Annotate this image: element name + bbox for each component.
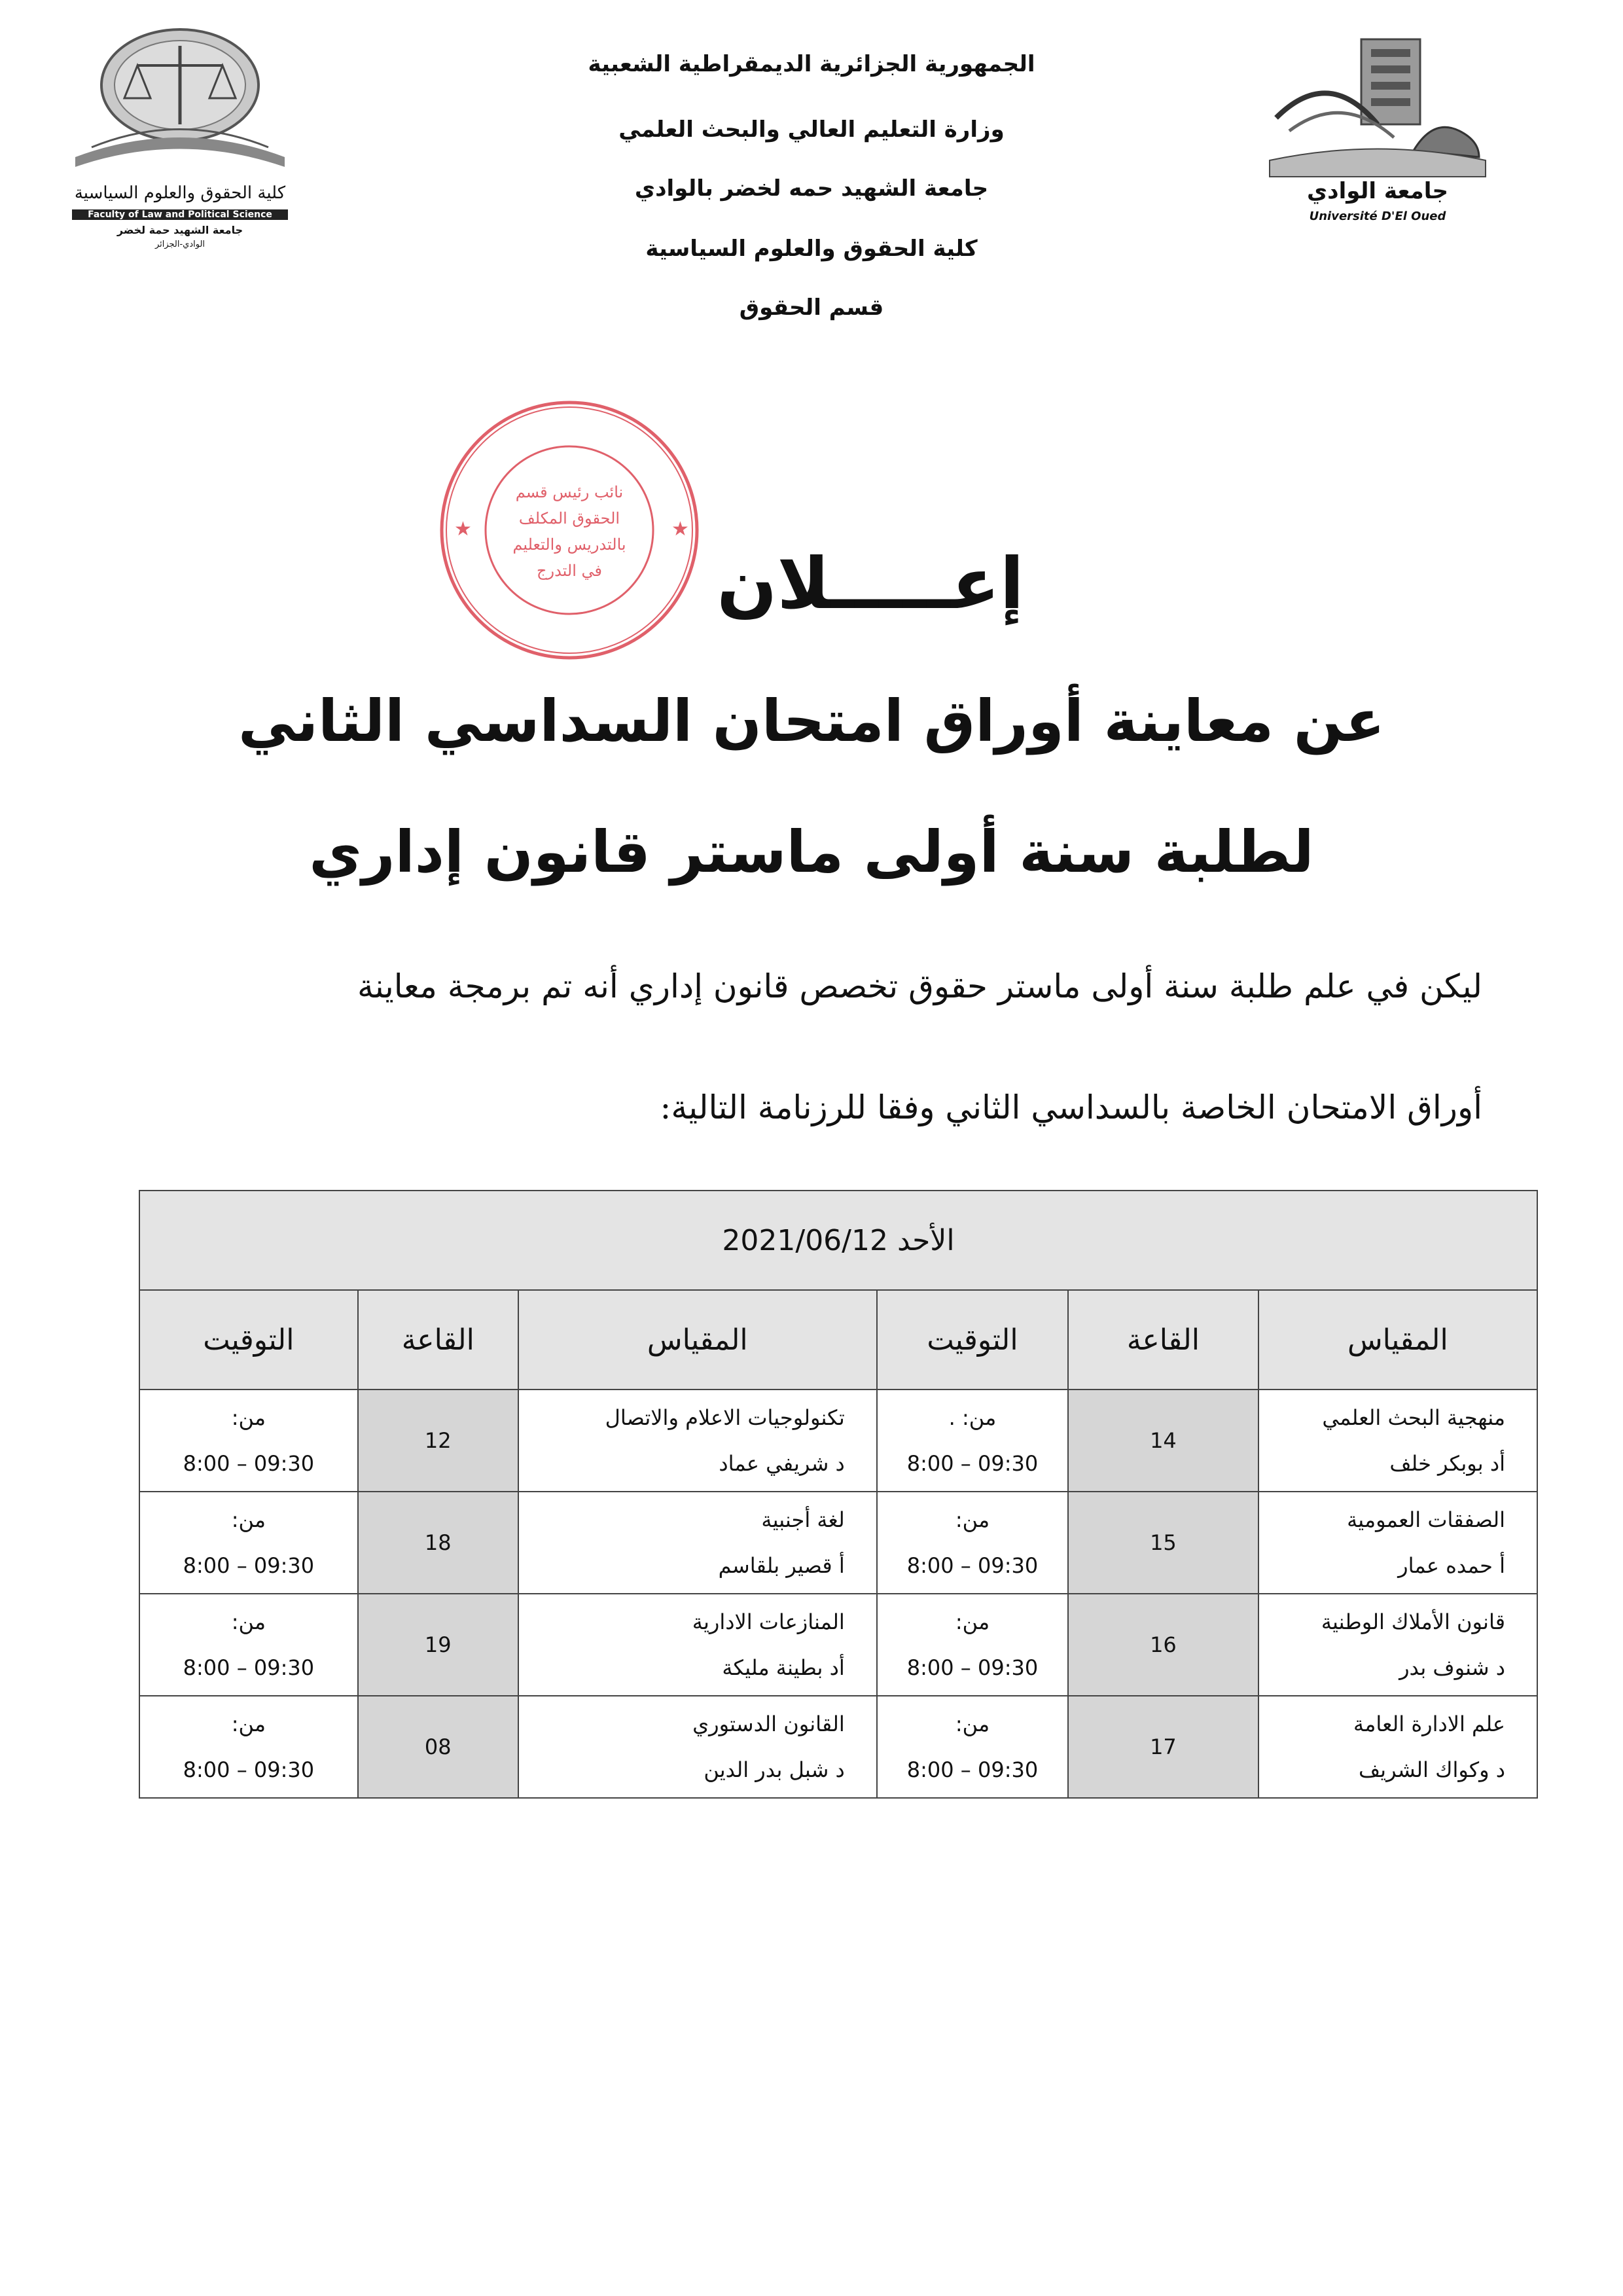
subject-cell: [518, 1390, 877, 1492]
time-range: 8:00 – 09:30: [183, 1553, 315, 1578]
professor-name: د شبل بدر الدين: [704, 1757, 845, 1782]
room-number: 18: [358, 1492, 518, 1594]
time-cell: [877, 1492, 1068, 1594]
subject-name: لغة أجنبية: [761, 1507, 845, 1532]
subject-name: قانون الأملاك الوطنية: [1321, 1609, 1505, 1634]
col-header-subject-1: المقياس: [1258, 1290, 1537, 1390]
announcement-subtitle-2: لطلبة سنة أولى ماستر قانون إداري: [309, 818, 1314, 886]
body-line-2: أوراق الامتحان الخاصة بالسداسي الثاني وفقا للرزنامة التالية:: [660, 1088, 1482, 1126]
room-number: 19: [358, 1594, 518, 1696]
professor-name: أ حمده عمار: [1398, 1553, 1505, 1578]
professor-name: د شريفي عماد: [719, 1451, 845, 1476]
time-range: 8:00 – 09:30: [906, 1655, 1039, 1680]
subject-name: الصفقات العمومية: [1347, 1507, 1505, 1532]
schedule-table: [139, 1190, 1538, 1799]
time-range: 8:00 – 09:30: [906, 1553, 1039, 1578]
subject-cell: [1258, 1696, 1537, 1798]
time-range: 8:00 – 09:30: [906, 1757, 1039, 1782]
col-header-time-1: التوقيت: [877, 1290, 1068, 1390]
time-cell: [139, 1492, 358, 1594]
professor-name: أد بطينة مليكة: [722, 1655, 845, 1680]
time-range: 8:00 – 09:30: [183, 1757, 315, 1782]
faculty-name-en: Faculty of Law and Political Science: [72, 209, 288, 220]
stamp-line-4: في التدرج: [536, 562, 602, 580]
room-number: 16: [1068, 1594, 1258, 1696]
time-cell: [877, 1696, 1068, 1798]
stamp-line-3: بالتدريس والتعليم: [512, 535, 626, 554]
time-cell: [877, 1390, 1068, 1492]
svg-text:★: ★: [671, 518, 689, 541]
time-range: 8:00 – 09:30: [906, 1451, 1039, 1476]
header-line-ministry: وزارة التعليم العالي والبحث العلمي: [618, 117, 1005, 143]
room-number: 17: [1068, 1696, 1258, 1798]
time-from-label: من:: [231, 1609, 266, 1634]
time-from-label: من:: [231, 1712, 266, 1736]
subject-name: القانون الدستوري: [692, 1712, 845, 1736]
faculty-logo: [65, 20, 294, 268]
university-name-ar: جامعة الوادي: [1307, 178, 1448, 204]
col-header-room-1: القاعة: [1068, 1290, 1258, 1390]
time-cell: [139, 1594, 358, 1696]
header-line-university: جامعة الشهيد حمه لخضر بالوادي: [634, 175, 989, 202]
stamp-line-1: نائب رئيس قسم: [515, 483, 624, 501]
subject-name: المنازعات الادارية: [692, 1609, 845, 1634]
university-logo: [1263, 26, 1492, 223]
professor-name: د شنوف بدر: [1399, 1655, 1505, 1680]
university-building-icon: [1263, 26, 1492, 183]
room-number: 14: [1068, 1390, 1258, 1492]
svg-text:وزارة التعليم العالي والبحث ال: [432, 393, 443, 398]
faculty-city-ar: الوادي-الجزائر: [154, 240, 205, 249]
col-header-time-2: التوقيت: [139, 1290, 358, 1390]
university-name-fr: Université D'El Oued: [1309, 209, 1446, 223]
subject-cell: [1258, 1594, 1537, 1696]
professor-name: د وكواك الشريف: [1359, 1757, 1505, 1782]
table-row: [139, 1696, 1537, 1798]
time-from-label: من:: [231, 1507, 266, 1532]
time-range: 8:00 – 09:30: [183, 1451, 315, 1476]
time-cell: [877, 1594, 1068, 1696]
subject-name: منهجية البحث العلمي: [1322, 1405, 1505, 1430]
svg-text:★: ★: [454, 518, 472, 541]
table-row: [139, 1390, 1537, 1492]
room-number: 12: [358, 1390, 518, 1492]
time-from-label: من:: [955, 1712, 990, 1736]
header-line-faculty: كلية الحقوق والعلوم السياسية: [645, 236, 978, 262]
room-number: 15: [1068, 1492, 1258, 1594]
subject-name: علم الادارة العامة: [1353, 1712, 1505, 1736]
time-cell: [139, 1390, 358, 1492]
subject-cell: [1258, 1492, 1537, 1594]
professor-name: أد بوبكر خلف: [1389, 1451, 1505, 1476]
table-row: [139, 1492, 1537, 1594]
stamp-outer-text: [432, 393, 443, 398]
col-header-room-2: القاعة: [358, 1290, 518, 1390]
body-line-1: ليكن في علم طلبة سنة أولى ماستر حقوق تخصص قانون إداري أنه تم برمجة معاينة: [357, 967, 1482, 1005]
time-from-label: من: .: [948, 1405, 997, 1430]
announcement-title: إعـــــلان: [717, 543, 1024, 625]
professor-name: أ قصير بلقاسم: [718, 1553, 845, 1578]
stamp-line-2: الحقوق المكلف: [518, 509, 620, 528]
room-number: 08: [358, 1696, 518, 1798]
time-from-label: من:: [955, 1609, 990, 1634]
subject-cell: [518, 1696, 877, 1798]
subject-name: تكنولوجيات الاعلام والاتصال: [605, 1405, 845, 1430]
col-header-subject-2: المقياس: [518, 1290, 877, 1390]
faculty-univ-ar: جامعة الشهيد حمة لخضر: [116, 224, 243, 236]
faculty-name-ar: كلية الحقوق والعلوم السياسية: [74, 183, 286, 203]
subject-cell: [518, 1492, 877, 1594]
time-from-label: من:: [231, 1405, 266, 1430]
header-line-department: قسم الحقوق: [739, 295, 884, 321]
schedule-date: الأحد 2021/06/12: [139, 1191, 1537, 1290]
time-from-label: من:: [955, 1507, 990, 1532]
time-range: 8:00 – 09:30: [183, 1655, 315, 1680]
announcement-subtitle-1: عن معاينة أوراق امتحان السداسي الثاني: [238, 687, 1385, 755]
time-cell: [139, 1696, 358, 1798]
official-stamp: [432, 393, 707, 668]
subject-cell: [518, 1594, 877, 1696]
header-line-republic: الجمهورية الجزائرية الديمقراطية الشعبية: [588, 51, 1035, 77]
table-row: [139, 1594, 1537, 1696]
subject-cell: [1258, 1390, 1537, 1492]
